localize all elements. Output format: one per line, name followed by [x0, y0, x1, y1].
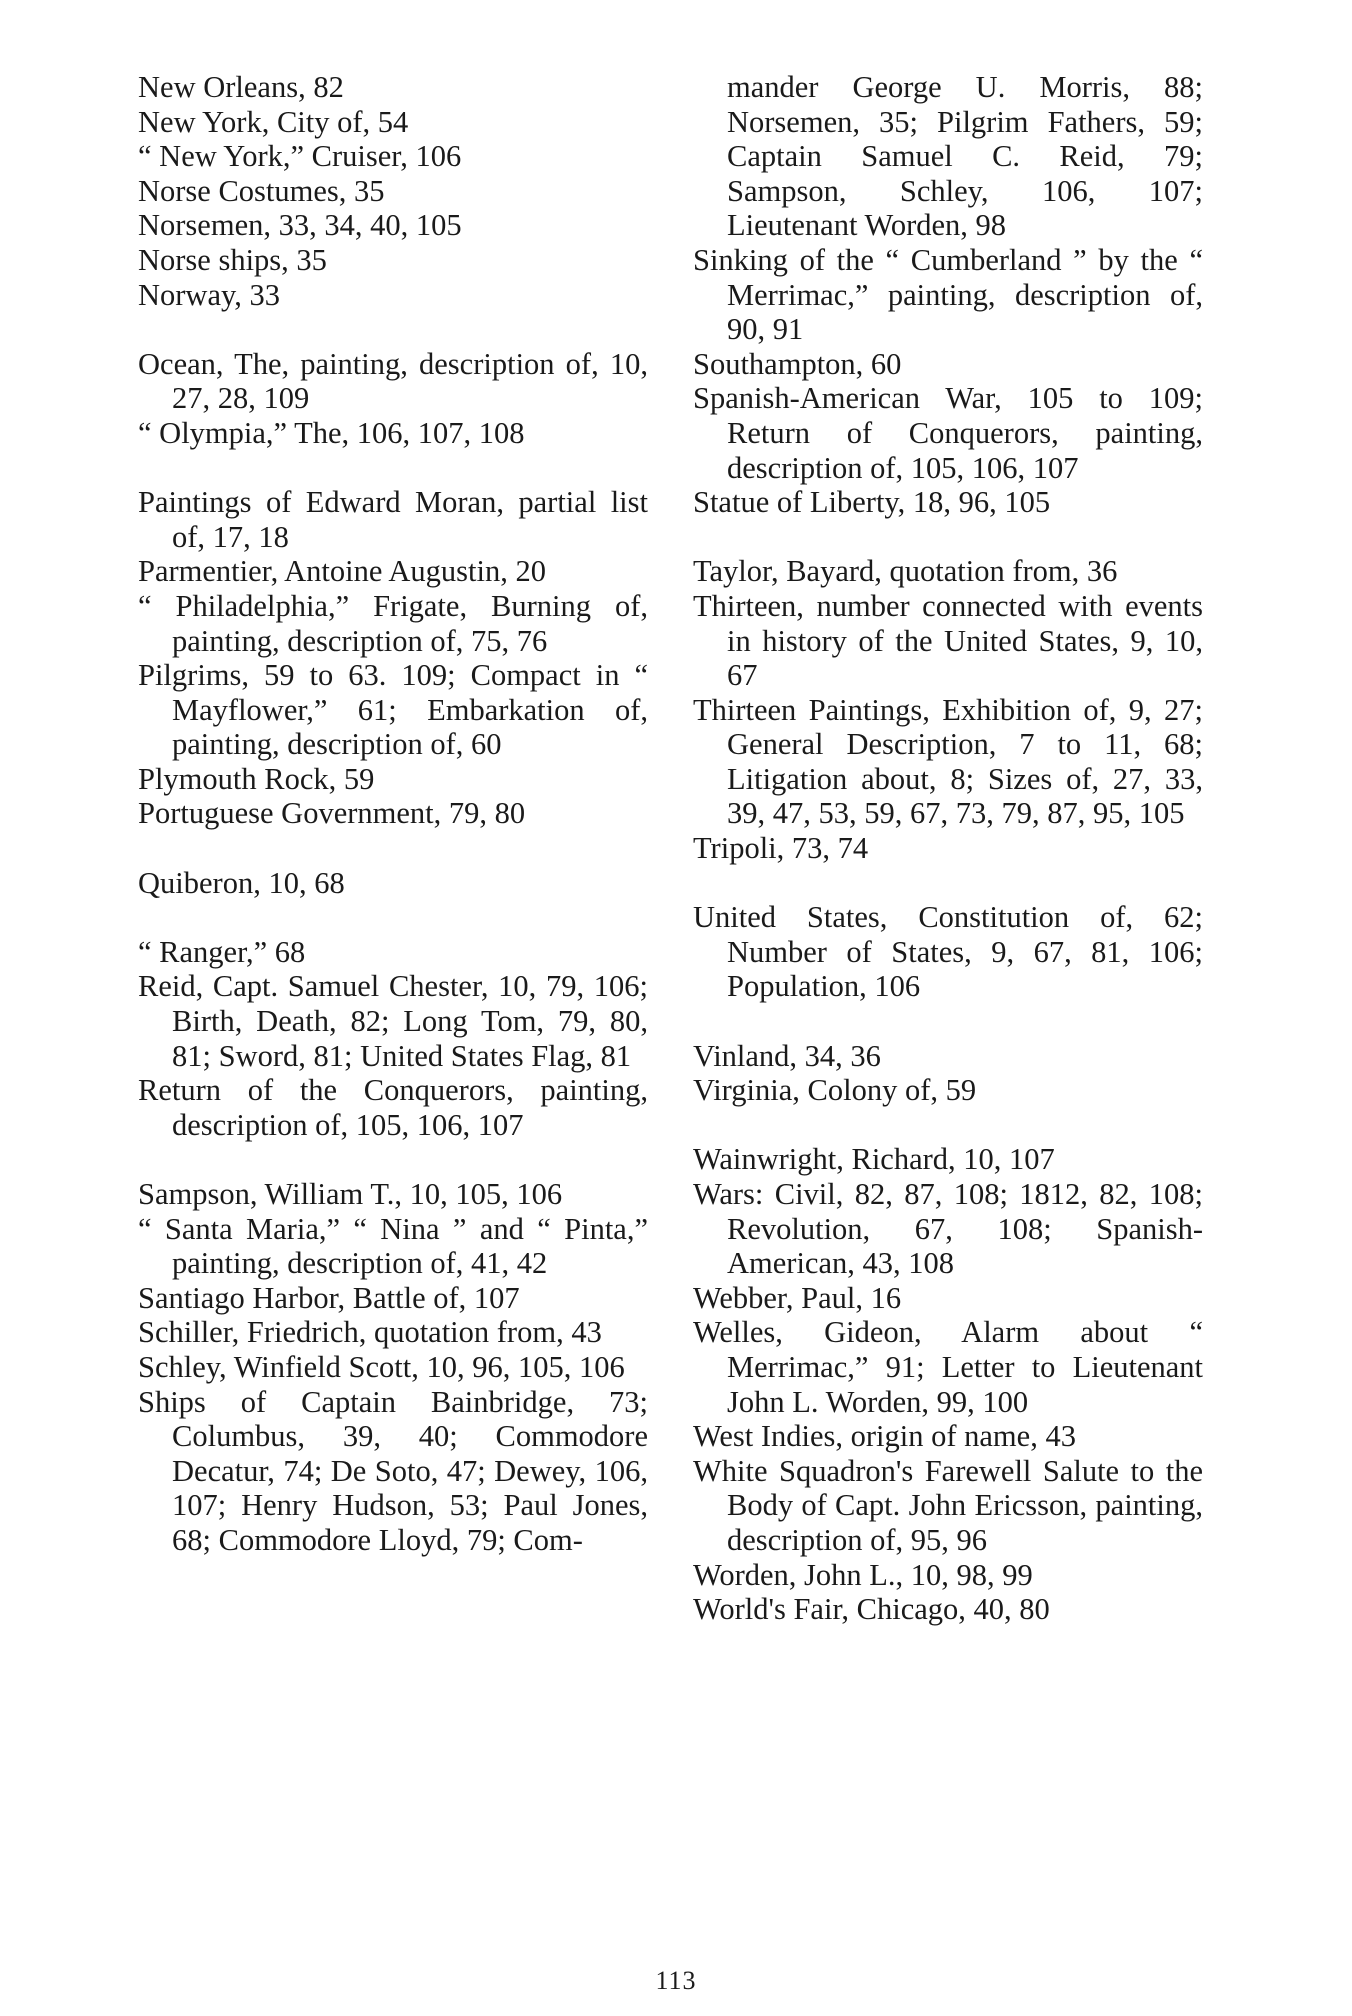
- index-entry: “ New York,” Cruiser, 106: [138, 139, 462, 174]
- index-entry: Taylor, Bayard, quotation from, 36: [693, 554, 1118, 589]
- page-number: 113: [655, 1966, 697, 1995]
- index-entry: Paintings of Edward Moran, partial list of, 17, 18: [138, 485, 648, 554]
- index-entry: Reid, Capt. Samuel Chester, 10, 79, 106; Birth, Death, 82; Long Tom, 79, 80, 81; Sword, 81; United States Flag, 81: [138, 969, 648, 1073]
- index-entry: Ocean, The, painting, description of, 10, 27, 28, 109: [138, 346, 648, 416]
- index-entry: United States, Constitution of, 62; Number of States, 9, 67, 81, 106; Population, 106: [693, 900, 1203, 1004]
- index-entry: Tripoli, 73, 74: [693, 831, 869, 866]
- index-entry: Spanish-American War, 105 to 109; Return of Conquerors, painting, description of, 105, 106, 107: [693, 381, 1203, 485]
- index-entry: West Indies, origin of name, 43: [693, 1419, 1076, 1454]
- index-entry: Sinking of the “ Cumberland ” by the “ Merrimac,” painting, description of, 90, 91: [693, 242, 1203, 347]
- index-entry: “ Olympia,” The, 106, 107, 108: [138, 415, 525, 450]
- index-entry: Norway, 33: [138, 277, 281, 312]
- index-entry: New Orleans, 82: [138, 70, 344, 104]
- index-entry: Thirteen, number connected with events in history of the United States, 9, 10, 67: [693, 588, 1203, 693]
- index-entry: Plymouth Rock, 59: [138, 761, 375, 796]
- index-entry: Norse ships, 35: [138, 242, 327, 277]
- index-entry: Quiberon, 10, 68: [138, 865, 345, 900]
- index-entry: Schley, Winfield Scott, 10, 96, 105, 106: [138, 1349, 625, 1384]
- index-entry: “ Ranger,” 68: [138, 934, 306, 969]
- index-entry: Vinland, 34, 36: [693, 1038, 881, 1073]
- index-entry: Thirteen Paintings, Exhibition of, 9, 27; General Description, 7 to 11, 68; Litigation about, 8; Sizes of, 27, 33, 39, 47, 53, 59, 67, 73, 79, 87, 95, 105: [693, 692, 1203, 831]
- index-entry: Ships of Captain Bainbridge, 73; Columbus, 39, 40; Commodore Decatur, 74; De Soto, 47; Dewey, 106, 107; Henry Hudson, 53; Paul Jones, 68; Commodore Lloyd, 79; Com-: [138, 1384, 648, 1557]
- index-entry: World's Fair, Chicago, 40, 80: [693, 1592, 1050, 1627]
- index-entry: Southampton, 60: [693, 346, 902, 381]
- index-entry-continued: mander George U. Morris, 88; Norsemen, 35; Pilgrim Fathers, 59; Captain Samuel C. Reid, 79; Sampson, Schley, 106, 107; Lieutenant Worden, 98: [727, 70, 1203, 243]
- index-entry: Pilgrims, 59 to 63. 109; Compact in “ Mayflower,” 61; Embarkation of, painting, description of, 60: [138, 658, 648, 762]
- index-entry: Statue of Liberty, 18, 96, 105: [693, 485, 1051, 520]
- index-entry: “ Philadelphia,” Frigate, Burning of, painting, description of, 75, 76: [138, 588, 648, 658]
- index-entry: Santiago Harbor, Battle of, 107: [138, 1280, 520, 1315]
- index-entry: Webber, Paul, 16: [693, 1280, 902, 1315]
- index-entry: Welles, Gideon, Alarm about “ Merrimac,” 91; Letter to Lieutenant John L. Worden, 99, 100: [693, 1315, 1203, 1419]
- index-entry: Schiller, Friedrich, quotation from, 43: [138, 1315, 602, 1350]
- index-entry: “ Santa Maria,” “ Nina ” and “ Pinta,” painting, description of, 41, 42: [138, 1211, 648, 1281]
- index-entry: White Squadron's Farewell Salute to the Body of Capt. John Ericsson, painting, description of, 95, 96: [693, 1453, 1203, 1557]
- index-entry: Norse Costumes, 35: [138, 173, 385, 208]
- index-entry: Worden, John L., 10, 98, 99: [693, 1557, 1033, 1592]
- index-entry: Norsemen, 33, 34, 40, 105: [138, 208, 462, 243]
- index-entry: Parmentier, Antoine Augustin, 20: [138, 554, 546, 589]
- index-entry: Wars: Civil, 82, 87, 108; 1812, 82, 108; Revolution, 67, 108; Spanish-American, 43, 108: [693, 1177, 1203, 1281]
- index-entry: Portuguese Government, 79, 80: [138, 796, 526, 831]
- index-entry: Sampson, William T., 10, 105, 106: [138, 1177, 563, 1211]
- index-entry: Return of the Conquerors, painting, description of, 105, 106, 107: [138, 1073, 648, 1142]
- index-entry: New York, City of, 54: [138, 104, 409, 139]
- index-column-right: [693, 70, 1203, 1627]
- index-entry: Virginia, Colony of, 59: [693, 1073, 977, 1108]
- index-column-left: [138, 70, 648, 1558]
- index-entry: Wainwright, Richard, 10, 107: [693, 1142, 1055, 1177]
